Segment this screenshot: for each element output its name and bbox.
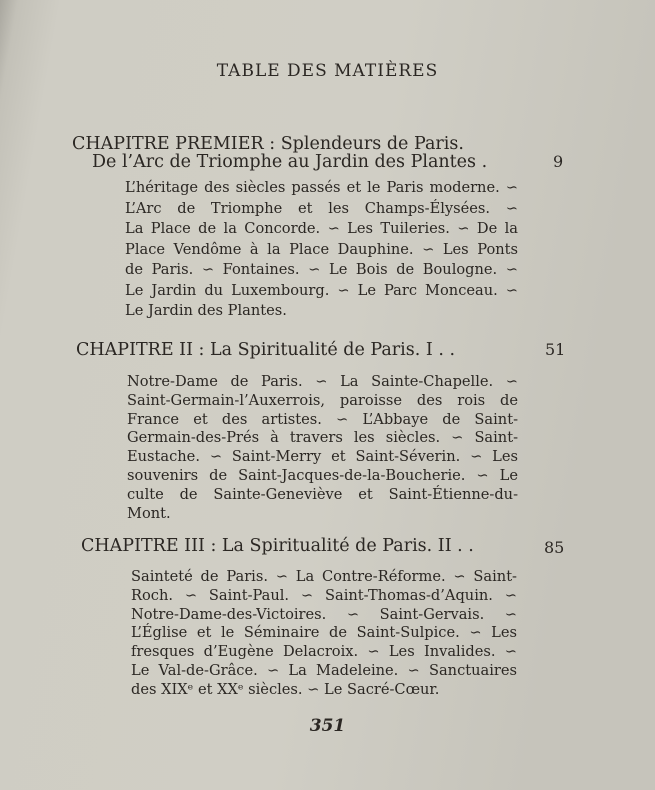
contents-line: Notre-Dame-des-Victoires. ∽ Saint-Gervais. ∽ — [131, 605, 517, 623]
contents-line: Place Vendôme à la Place Dauphine. ∽ Les Ponts — [125, 240, 518, 258]
contents-line: L’Église et le Séminaire de Saint-Sulpice. ∽ Les — [131, 624, 517, 642]
chapter-3-contents — [131, 568, 517, 700]
contents-line: Sainteté de Paris. ∽ La Contre-Réforme. ∽ Saint- — [131, 568, 517, 585]
contents-line: France et des artistes. ∽ L’Abbaye de Saint- — [127, 410, 518, 428]
chapter-1-heading-line-1: CHAPITRE PREMIER : Splendeurs de Paris. — [72, 134, 464, 154]
contents-line: fresques d’Eugène Delacroix. ∽ Les Invalides. ∽ — [131, 643, 517, 661]
chapter-3-heading: CHAPITRE III : La Spiritualité de Paris. II . . — [81, 536, 474, 556]
contents-line: Germain-des-Prés à travers les siècles. ∽ Saint- — [127, 429, 518, 447]
contents-line: Notre-Dame de Paris. ∽ La Sainte-Chapelle. ∽ — [127, 373, 518, 390]
page-title: TABLE DES MATIÈRES — [216, 61, 439, 81]
contents-line: Eustache. ∽ Saint-Merry et Saint-Séverin. ∽ Les — [127, 448, 518, 466]
contents-line: culte de Sainte-Geneviève et Saint-Étienne-du- — [127, 485, 518, 503]
chapter-1-page-number: 9 — [553, 152, 564, 171]
chapter-2-contents — [127, 373, 518, 523]
contents-line: L’héritage des siècles passés et le Paris moderne. ∽ — [125, 179, 518, 196]
chapter-2-page-number: 51 — [545, 340, 566, 359]
contents-line: Le Val-de-Grâce. ∽ La Madeleine. ∽ Sanctuaires — [131, 661, 517, 679]
contents-line: souvenirs de Saint-Jacques-de-la-Boucherie. ∽ Le — [127, 466, 518, 484]
contents-line: La Place de la Concorde. ∽ Les Tuileries. ∽ De la — [125, 220, 518, 237]
contents-line: des XIXᵉ et XXᵉ siècles. ∽ Le Sacré-Cœur. — [131, 680, 440, 698]
contents-line: Le Jardin du Luxembourg. ∽ Le Parc Monceau. ∽ — [125, 281, 518, 299]
chapter-2-heading: CHAPITRE II : La Spiritualité de Paris. I . . — [76, 340, 456, 360]
chapter-3-page-number: 85 — [544, 538, 565, 557]
contents-line: Roch. ∽ Saint-Paul. ∽ Saint-Thomas-d’Aquin. ∽ — [131, 586, 517, 604]
chapter-1-heading-line-2: De l’Arc de Triomphe au Jardin des Plantes . — [92, 152, 488, 172]
contents-line: Saint-Germain-l’Auxerrois, paroisse des rois de — [127, 391, 518, 409]
contents-line: Le Jardin des Plantes. — [125, 302, 287, 319]
contents-line: de Paris. ∽ Fontaines. ∽ Le Bois de Boulogne. ∽ — [125, 261, 518, 278]
contents-line: L’Arc de Triomphe et les Champs-Élysées. ∽ — [125, 199, 518, 217]
contents-line: Mont. — [127, 504, 171, 522]
page-number: 351 — [309, 716, 346, 736]
chapter-1-contents — [125, 178, 518, 322]
